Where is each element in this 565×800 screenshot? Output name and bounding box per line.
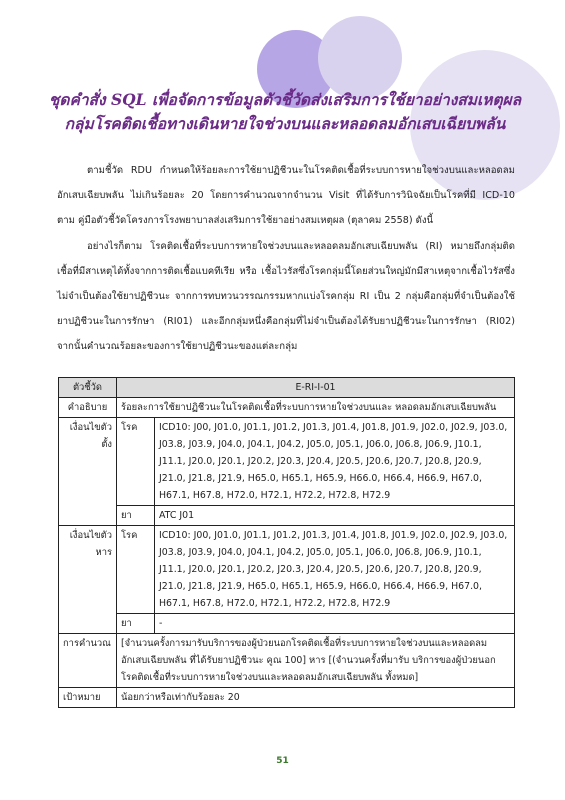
table-row-target	[59, 688, 515, 708]
target-value: น้อยกว่าหรือเท่ากับร้อยละ 20	[117, 688, 515, 708]
numerator-drug-value: ATC J01	[155, 506, 515, 526]
calculation-formula: [จำนวนครั้งการมารับบริการของผู้ป่วยนอกโรคติดเชื้อที่ระบบการหายใจช่วงบนและหลอดลมอักเสบเฉียบพลัน ที่ได้รับยาปฏิชีวนะ คูณ 100] หาร [(จำนวนครั้งที่มารับ บริการของผู้ป่วยนอกโรคติดเชื้อที่ระบบการหายใจช่วงบนและหลอดลมอักเสบเฉียบพลัน ทั้งหมด]	[117, 634, 515, 688]
numerator-disease-codes: ICD10: J00, J01.0, J01.1, J01.2, J01.3, J01.4, J01.8, J01.9, J02.0, J02.9, J03.0, J03.8, J03.9, J04.0, J04.1, J04.2, J05.0, J05.1, J06.0, J06.8, J06.9, J10.1, J11.1, J20.0, J20.1, J20.2, J20.3, J20.4, J20.5, J20.6, J20.7, J20.8, J20.9, J21.0, J21.8, J21.9, H65.0, H65.1, H65.9, H66.0, H66.4, H66.9, H67.0, H67.1, H67.8, H72.0, H72.1, H72.2, H72.8, H72.9	[155, 418, 515, 506]
paragraph-2: อย่างไรก็ตาม โรคติดเชื้อที่ระบบการหายใจช่วงบนและหลอดลมอักเสบเฉียบพลัน (RI) หมายถึงกลุ่มติดเชื้อที่มีสาเหตุได้ทั้งจากการติดเชื้อแบคทีเรีย หรือ เชื้อไวรัสซึ่งโรคกลุ่มนี้โดยส่วนใหญ่มักมีสาเหตุจากเชื้อไวรัสซึ่งไม่จำเป็นต้องใช้ยาปฏิชีวนะ จากการทบทวนวรรณกรรมหากแบ่งโรคกลุ่ม RI เป็น 2 กลุ่มคือกลุ่มที่จำเป็นต้องใช้ยาปฏิชีวนะในการรักษา (RI01) และอีกกลุ่มหนึ่งคือกลุ่มที่ไม่จำเป็นต้องได้รับยาปฏิชีวนะในการรักษา (RI02) จากนั้นคำนวณร้อยละของการใช้ยาปฏิชีวนะของแต่ละกลุ่ม	[57, 241, 515, 352]
numerator-drug-label: ยา	[117, 506, 155, 526]
denominator-drug-label: ยา	[117, 614, 155, 634]
description-value: ร้อยละการใช้ยาปฏิชีวนะในโรคติดเชื้อที่ระบบการหายใจช่วงบนและ หลอดลมอักเสบเฉียบพลัน	[117, 398, 515, 418]
table-row-numerator-disease	[59, 418, 515, 506]
table-row-header	[59, 378, 515, 398]
table-row-calculation	[59, 634, 515, 688]
header-label: ตัวชี้วัด	[59, 378, 117, 398]
denominator-disease-label: โรค	[117, 526, 155, 614]
target-label: เป้าหมาย	[59, 688, 117, 708]
explanation-paragraph	[57, 234, 515, 359]
calculation-label: การคำนวณ	[59, 634, 117, 688]
table-row-numerator-drug	[59, 506, 515, 526]
table-row-denominator-disease	[59, 526, 515, 614]
header-value: E-RI-I-01	[117, 378, 515, 398]
paragraph-1: ตามชี้วัด RDU กำหนดให้ร้อยละการใช้ยาปฏิชีวนะในโรคติดเชื้อที่ระบบการหายใจช่วงบนและหลอดลมอักเสบเฉียบพลัน ไม่เกินร้อยละ 20 โดยการคำนวณจากจำนวน Visit ที่ได้รับการวินิจฉัยเป็นโรคที่มี ICD-10 ตาม คู่มือตัวชี้วัดโครงการโรงพยาบาลส่งเสริมการใช้ยาอย่างสมเหตุผล (ตุลาคม 2558) ดังนี้	[57, 165, 515, 226]
page-title-line-1: ชุดคำสั่ง SQL เพื่อจัดการข้อมูลตัวชี้วัดส่งเสริมการใช้ยาอย่างสมเหตุผล	[48, 90, 522, 109]
table-row-description	[59, 398, 515, 418]
intro-paragraph	[57, 158, 515, 233]
page-number: 51	[276, 756, 289, 766]
indicator-table	[58, 377, 515, 708]
numerator-disease-label: โรค	[117, 418, 155, 506]
table-row-denominator-drug	[59, 614, 515, 634]
description-label: คำอธิบาย	[59, 398, 117, 418]
denominator-label: เงื่อนไขตัวหาร	[59, 526, 117, 634]
denominator-disease-codes: ICD10: J00, J01.0, J01.1, J01.2, J01.3, J01.4, J01.8, J01.9, J02.0, J02.9, J03.0, J03.8, J03.9, J04.0, J04.1, J04.2, J05.0, J05.1, J06.0, J06.8, J06.9, J10.1, J11.1, J20.0, J20.1, J20.2, J20.3, J20.4, J20.5, J20.6, J20.7, J20.8, J20.9, J21.0, J21.8, J21.9, H65.0, H65.1, H65.9, H66.0, H66.4, H66.9, H67.0, H67.1, H67.8, H72.0, H72.1, H72.2, H72.8, H72.9	[155, 526, 515, 614]
denominator-drug-value: -	[155, 614, 515, 634]
numerator-label: เงื่อนไขตัวตั้ง	[59, 418, 117, 526]
page-title-line-2: กลุ่มโรคติดเชื้อทางเดินหายใจช่วงบนและหลอดลมอักเสบเฉียบพลัน	[64, 114, 506, 133]
